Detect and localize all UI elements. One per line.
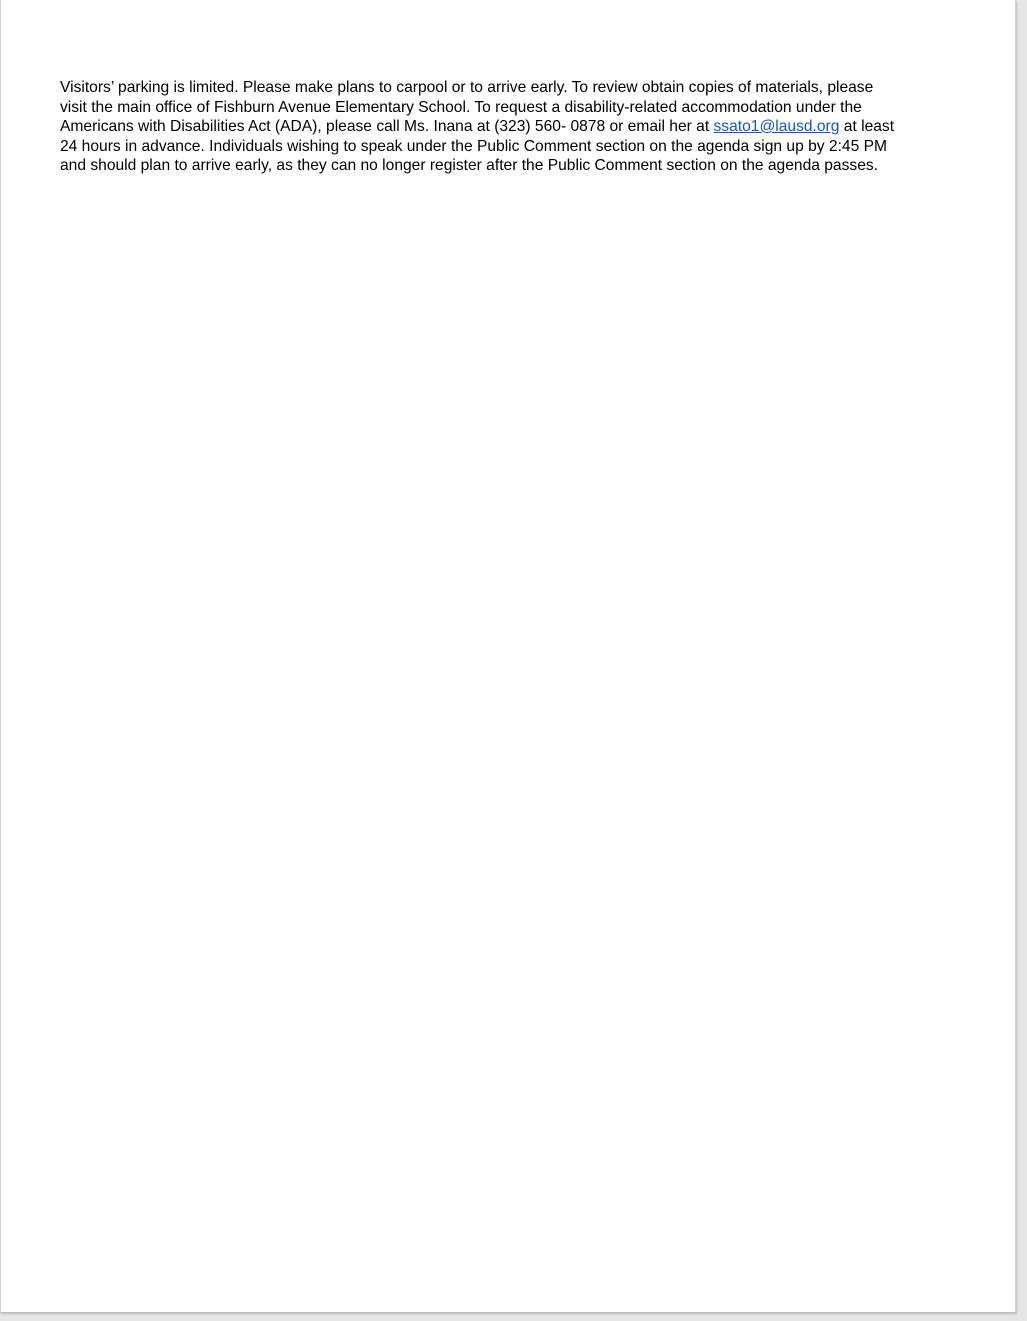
notice-line-1: Visitors’ parking is limited. Please make plans to carpool or to arrive early. To review obtain copies of materials, please [60, 79, 874, 96]
visitor-notice-paragraph [60, 78, 960, 176]
notice-line-3-text-before-link: Americans with Disabilities Act (ADA), please call Ms. Inana at (323) 560- 0878 or email her at [60, 118, 714, 135]
notice-line-3-text-after-link: at least [839, 118, 895, 135]
notice-line-4: 24 hours in advance. Individuals wishing to speak under the Public Comment section on the agenda sign up by 2:45 PM [60, 137, 887, 155]
email-link[interactable]: ssato1@lausd.org [713, 118, 840, 135]
notice-line-5: and should plan to arrive early, as they can no longer register after the Public Comment section on the agenda passes. [60, 157, 878, 174]
notice-line-3 [60, 117, 960, 137]
notice-line-2: visit the main office of Fishburn Avenue Elementary School. To request a disability-related accommodation under the [60, 98, 862, 116]
